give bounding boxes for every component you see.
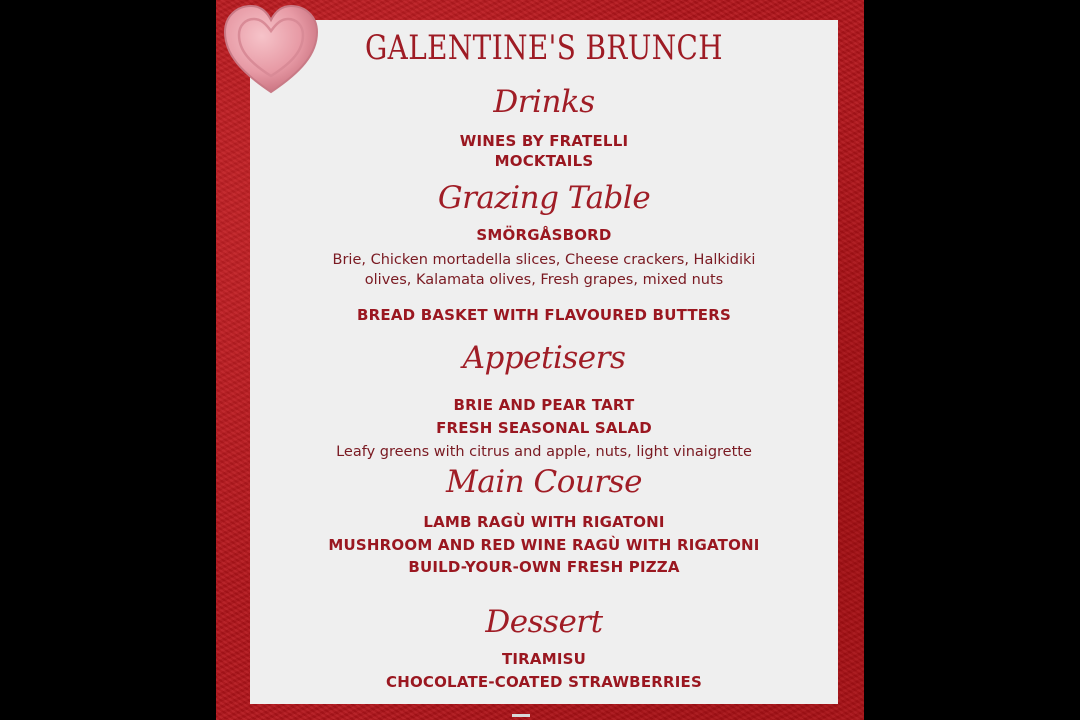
section-heading-dessert: Dessert xyxy=(485,604,603,640)
section-heading-drinks: Drinks xyxy=(493,84,595,120)
menu-item: SMÖRGÅSBORD xyxy=(476,226,612,244)
menu-item: MOCKTAILS xyxy=(494,152,594,170)
menu-item: FRESH SEASONAL SALAD xyxy=(436,419,652,437)
menu-item: TIRAMISU xyxy=(501,650,587,668)
menu-item: BRIE AND PEAR TART xyxy=(453,396,635,414)
menu-item: WINES BY FRATELLI xyxy=(459,132,629,150)
menu-item: MUSHROOM AND RED WINE RAGÙ WITH RIGATONI xyxy=(328,536,760,554)
menu-item: BUILD-YOUR-OWN FRESH PIZZA xyxy=(408,558,680,576)
section-heading-grazing-table: Grazing Table xyxy=(437,180,651,216)
menu-item: LAMB RAGÙ WITH RIGATONI xyxy=(423,513,665,531)
menu-item: CHOCOLATE-COATED STRAWBERRIES xyxy=(385,673,702,691)
section-heading-main-course: Main Course xyxy=(446,464,642,500)
item-description: Brie, Chicken mortadella slices, Cheese crackers, Halkidiki xyxy=(332,252,756,268)
item-description: olives, Kalamata olives, Fresh grapes, mixed nuts xyxy=(364,272,724,288)
menu-item: BREAD BASKET WITH FLAVOURED BUTTERS xyxy=(357,306,731,324)
section-heading-appetisers: Appetisers xyxy=(462,340,626,376)
bottom-mark xyxy=(512,714,530,717)
menu-title: GALENTINE'S BRUNCH xyxy=(364,28,724,68)
item-description: Leafy greens with citrus and apple, nuts, light vinaigrette xyxy=(336,444,752,460)
